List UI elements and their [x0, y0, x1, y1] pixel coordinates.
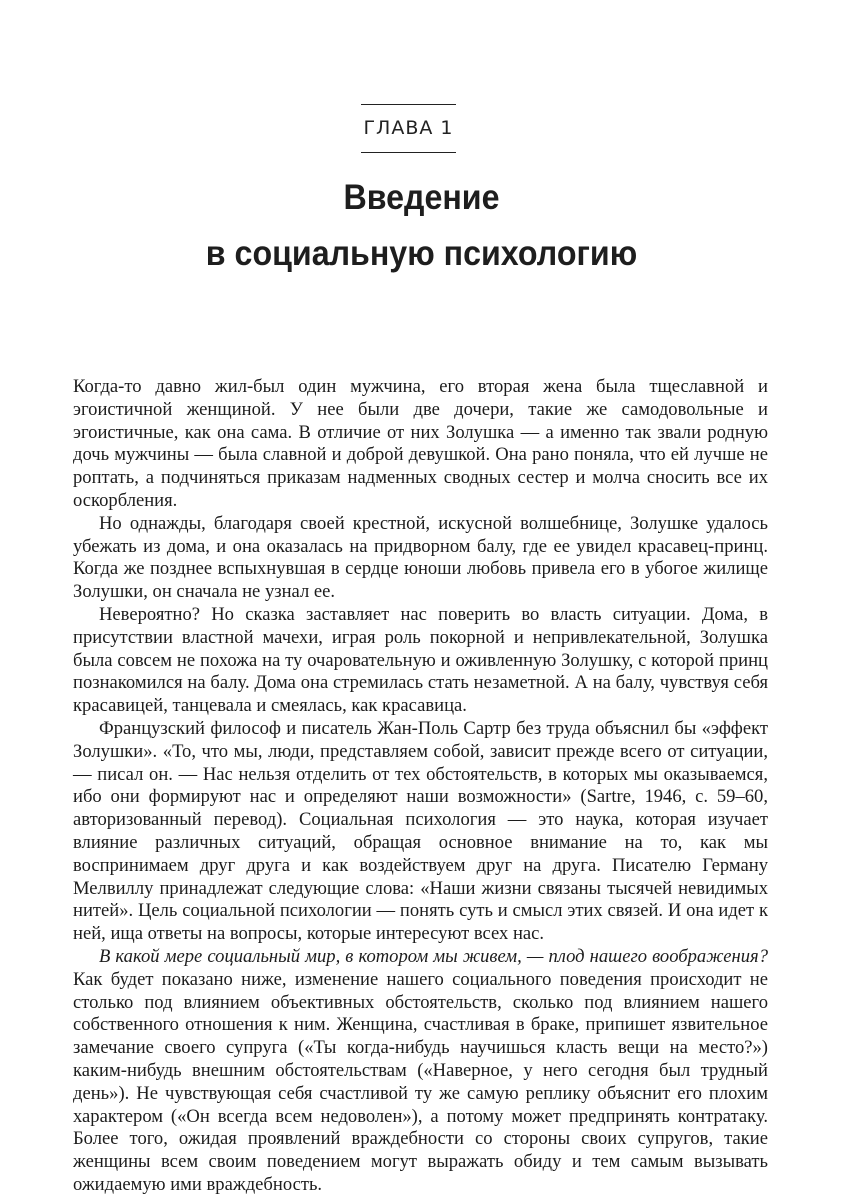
- paragraph-5-italic-question: В какой мере социальный мир, в котором мы живем, — плод нашего воображения?: [99, 945, 768, 967]
- chapter-title: [0, 170, 843, 282]
- chapter-title-line-2: в социальную психологию: [205, 234, 638, 273]
- body-text: [73, 376, 768, 1197]
- paragraph-5-text: Как будет показано ниже, изменение нашего социального поведения происходит не столько под влиянием объективных обстоятельств, сколько под влиянием нашего собственного отношения к ним. Женщина, счастливая в браке, припишет язвительное замечание своего супруга («Ты когда-нибудь научишься класть вещи на место?») каким-нибудь внешним обстоятельствам («Наверное, у него сегодня был трудный день»). Не чувствующая себя счастливой ту же самую реплику объяснит его плохим характером («Он всегда всем недоволен»), а потому может предпринять контратаку. Более того, ожидая проявлений враждебности со стороны своих супругов, такие женщины всем своим поведением могут выражать обиду и тем самым вызывать ожидаемую ими враждебность.: [73, 968, 768, 1195]
- chapter-label: ГЛАВА 1: [361, 104, 456, 153]
- paragraph-3: Невероятно? Но сказка заставляет нас поверить во власть ситуации. Дома, в присутствии властной мачехи, играя роль покорной и непривлекательной, Золушка была совсем не похожа на ту очаровательную и оживленную Золушку, с которой принц познакомился на балу. Дома она стремилась стать незаметной. А на балу, чувствуя себя красавицей, танцевала и смеялась, как красавица.: [73, 603, 768, 717]
- chapter-title-line-1: Введение: [343, 178, 500, 217]
- paragraph-1: Когда-то давно жил-был один мужчина, его вторая жена была тщеславной и эгоистичной женщиной. У нее были две дочери, такие же самодовольные и эгоистичные, как она сама. В отличие от них Золушка — а именно так звали родную дочь мужчины — была славной и доброй девушкой. Она рано поняла, что ей лучше не роптать, а подчиняться приказам надменных сводных сестер и молча сносить все их оскорбления.: [73, 376, 768, 511]
- paragraph-2: Но однажды, благодаря своей крестной, искусной волшебнице, Золушке удалось убежать из дома, и она оказалась на придворном балу, где ее увидел красавец-принц. Когда же позднее вспыхнувшая в сердце юноши любовь привела его в убогое жилище Золушки, он сначала не узнал ее.: [73, 512, 768, 603]
- paragraph-4: Французский философ и писатель Жан-Поль Сартр без труда объяснил бы «эффект Золушки». «То, что мы, люди, представляем собой, зависит прежде всего от ситуации, — писал он. — Нас нельзя отделить от тех обстоятельств, в которых мы оказываемся, ибо они формируют нас и определяют наши возможности» (Sartre, 1946, с. 59–60, авторизованный перевод). Социальная психология — это наука, которая изучает влияние различных ситуаций, обращая основное внимание на то, как мы воспринимаем друг друга и как воздействуем друг на друга. Писателю Герману Мелвиллу принадлежат следующие слова: «Наши жизни связаны тысячей невидимых нитей». Цель социальной психологии — понять суть и смысл этих связей. И она идет к ней, ища ответы на вопросы, которые интересуют всех нас.: [73, 717, 768, 945]
- paragraph-5: [73, 946, 768, 1197]
